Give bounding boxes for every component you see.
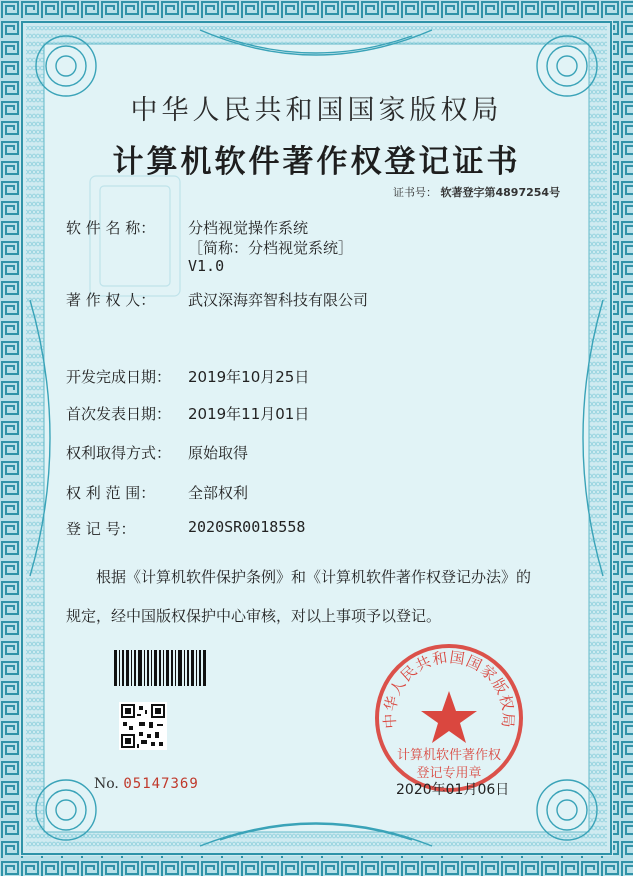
issue-date: 2020年01月06日 [396,782,510,798]
version-value: V1.0 [188,257,225,275]
official-seal [372,641,526,795]
body-text-line2: 规定，经中国版权保护中心审核，对以上事项予以登记。 [66,607,442,625]
short-name-value: ［简称：分档视觉系统］ [188,239,354,257]
seal-ring-text: 中华人民共和国国家版权局 [380,648,518,730]
scope-row [66,482,249,503]
reg-no-label: 登 记 号： [66,520,136,538]
dev-date-value: 2019年10月25日 [188,368,310,386]
qr-code-image [119,702,167,750]
acquire-label: 权利取得方式： [66,444,172,462]
owner-value: 武汉深海弈智科技有限公司 [188,291,369,309]
serial-number-value: 05147369 [123,776,199,792]
seal-line1: 计算机软件著作权 [396,748,502,763]
pub-date-value: 2019年11月01日 [188,405,310,423]
reg-no-row [66,518,306,539]
owner-row [66,289,369,310]
issuing-authority-title: 中华人民共和国国家版权局 [130,95,503,126]
dev-date-row [66,366,310,387]
serial-number [94,776,199,792]
scope-label: 权 利 范 围： [66,484,156,502]
certificate-number-label: 证书号： [393,186,437,199]
acquire-value: 原始取得 [188,444,249,462]
scope-value: 全部权利 [188,484,249,502]
serial-prefix: No. [94,776,119,792]
pub-date-row [66,403,310,424]
software-name-row [66,217,309,238]
pub-date-label: 首次发表日期： [66,405,172,423]
certificate-number [393,184,560,200]
owner-label: 著 作 权 人： [66,291,156,309]
certificate-title: 计算机软件著作权登记证书 [112,144,521,180]
acquire-row [66,442,249,463]
software-name-value: 分档视觉操作系统 [188,219,309,237]
software-name-label: 软 件 名 称： [66,219,156,237]
seal-line2: 登记专用章 [416,766,482,781]
barcode-image [114,650,208,686]
body-text-line1: 根据《计算机软件保护条例》和《计算机软件著作权登记办法》的 [96,568,532,586]
certificate-number-value: 软著登字第4897254号 [440,186,561,199]
dev-date-label: 开发完成日期： [66,368,172,386]
reg-no-value: 2020SR0018558 [188,518,306,536]
